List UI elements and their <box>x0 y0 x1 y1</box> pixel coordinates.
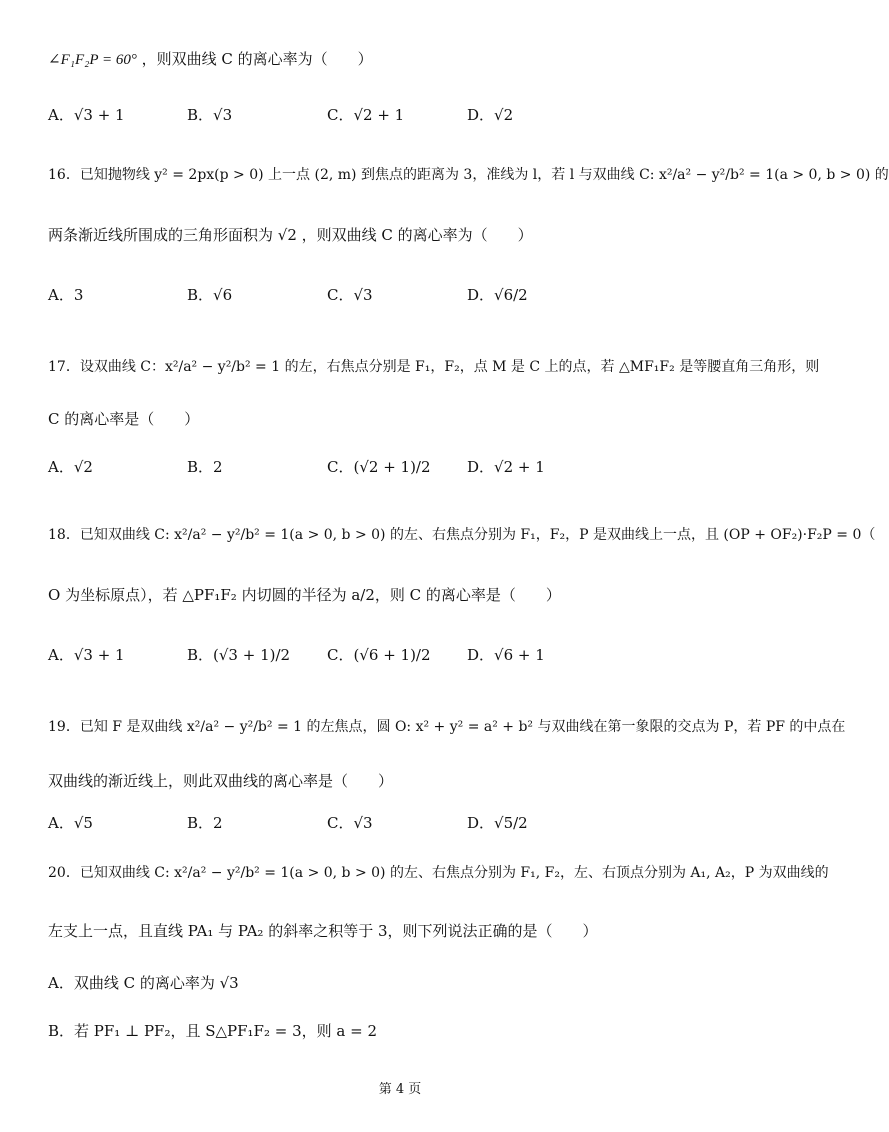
q16-option-b[interactable]: B．√6 <box>187 286 233 304</box>
q19-option-a[interactable]: A．√5 <box>48 814 93 832</box>
q18-stem-line2: O 为坐标原点），若 △PF₁F₂ 内切圆的半径为 a/2，则 C 的离心率是（ ） <box>48 586 561 604</box>
q16-options <box>48 280 748 310</box>
q17-stem-line2: C 的离心率是（ ） <box>48 410 200 428</box>
q18-options <box>48 640 748 670</box>
q19-option-b[interactable]: B．2 <box>187 814 223 832</box>
q20-option-a[interactable]: A．双曲线 C 的离心率为 √3 <box>48 974 239 992</box>
q20-option-b[interactable]: B．若 PF₁ ⊥ PF₂，且 S△PF₁F₂ = 3，则 a = 2 <box>48 1022 377 1040</box>
q18-stem-line1: 18．已知双曲线 C: x²/a² − y²/b² = 1(a > 0, b > 0) 的左、右焦点分别为 F₁，F₂，P 是双曲线上一点，且 (OP + OF₂)·F₂P = 0（ <box>48 527 876 543</box>
q18-option-c[interactable]: C．(√6 + 1)/2 <box>327 646 431 664</box>
q19-stem-line1: 19．已知 F 是双曲线 x²/a² − y²/b² = 1 的左焦点，圆 O: x² + y² = a² + b² 与双曲线在第一象限的交点为 P，若 PF 的中点在 <box>48 719 846 735</box>
q16-stem-line1: 16．已知抛物线 y² = 2px(p > 0) 上一点 (2, m) 到焦点的距离为 3，准线为 l，若 l 与双曲线 C: x²/a² − y²/b² = 1(a > 0, b > 0) 的 <box>48 167 889 183</box>
q19-option-d[interactable]: D．√5/2 <box>467 814 528 832</box>
q16-option-c[interactable]: C．√3 <box>327 286 373 304</box>
q15-option-c[interactable]: C．√2 + 1 <box>327 106 405 124</box>
q18-option-a[interactable]: A．√3 + 1 <box>48 646 125 664</box>
q15-option-a[interactable]: A．√3 + 1 <box>48 106 125 124</box>
q17-option-b[interactable]: B．2 <box>187 458 223 476</box>
q19-option-c[interactable]: C．√3 <box>327 814 373 832</box>
q17-option-d[interactable]: D．√2 + 1 <box>467 458 545 476</box>
q15-option-d[interactable]: D．√2 <box>467 106 514 124</box>
page-number: 第 4 页 <box>378 1082 422 1097</box>
q15-angle: ∠F₁F₂P = 60° <box>48 52 137 68</box>
q16-option-a[interactable]: A．3 <box>48 286 84 304</box>
q17-option-a[interactable]: A．√2 <box>48 458 93 476</box>
q20-stem-line1: 20．已知双曲线 C: x²/a² − y²/b² = 1(a > 0, b > 0) 的左、右焦点分别为 F₁, F₂，左、右顶点分别为 A₁, A₂，P 为双曲线的 <box>48 865 829 881</box>
q20-stem-line2: 左支上一点，且直线 PA₁ 与 PA₂ 的斜率之积等于 3，则下列说法正确的是（ ） <box>48 922 598 940</box>
q19-options <box>48 808 748 838</box>
q15-condition-line <box>48 48 373 71</box>
q16-option-d[interactable]: D．√6/2 <box>467 286 528 304</box>
q15-options <box>48 100 748 130</box>
q19-stem-line2: 双曲线的渐近线上，则此双曲线的离心率是（ ） <box>48 772 394 790</box>
q16-stem-line2: 两条渐近线所围成的三角形面积为 √2 ，则双曲线 C 的离心率为（ ） <box>48 226 533 244</box>
q18-option-d[interactable]: D．√6 + 1 <box>467 646 545 664</box>
q17-options <box>48 452 748 482</box>
q17-stem-line1: 17．设双曲线 C：x²/a² − y²/b² = 1 的左，右焦点分别是 F₁，F₂，点 M 是 C 上的点，若 △MF₁F₂ 是等腰直角三角形，则 <box>48 359 820 375</box>
q18-option-b[interactable]: B．(√3 + 1)/2 <box>187 646 291 664</box>
q15-text: ，则双曲线 C 的离心率为（ ） <box>141 50 373 68</box>
q17-option-c[interactable]: C．(√2 + 1)/2 <box>327 458 431 476</box>
q15-option-b[interactable]: B．√3 <box>187 106 233 124</box>
